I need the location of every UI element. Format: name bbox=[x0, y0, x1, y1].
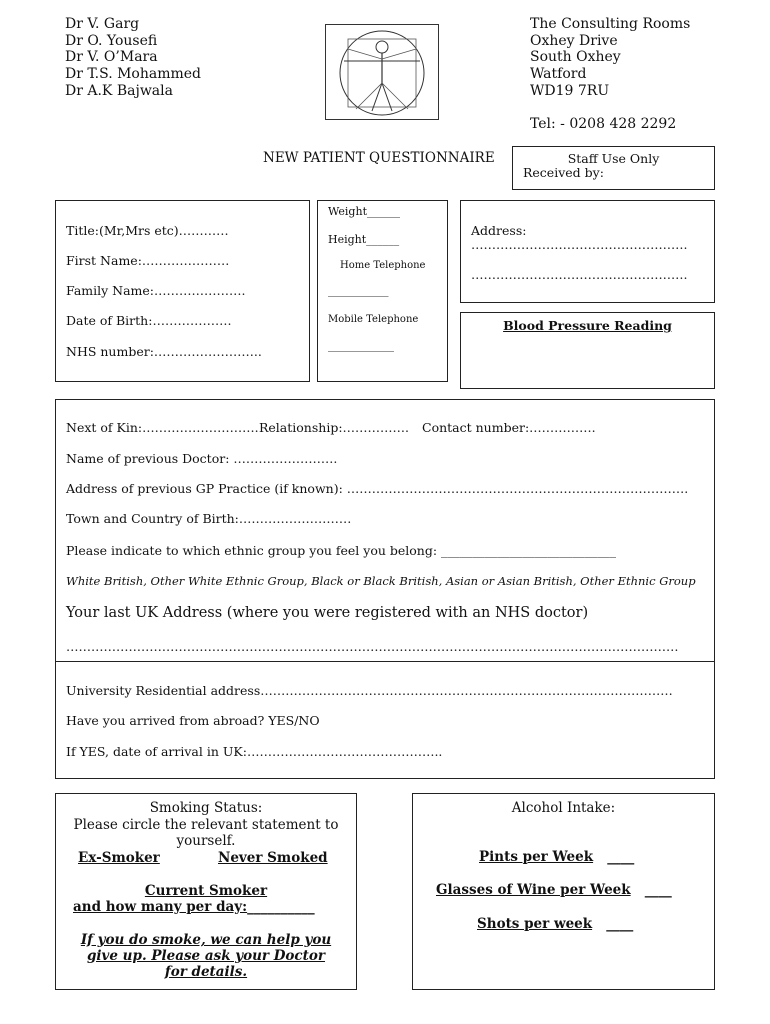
mobile-telephone-label: Mobile Telephone bbox=[328, 314, 419, 325]
shots-field[interactable]: ____ bbox=[606, 916, 634, 932]
staff-use-box bbox=[512, 146, 715, 190]
mobile-telephone-field[interactable]: ____________ bbox=[328, 339, 394, 352]
address-line-1[interactable]: ……………………………………………. bbox=[471, 237, 688, 252]
ethnic-group-options: White British, Other White Ethnic Group, Black or Black British, Asian or Asian British, Other Ethnic Group bbox=[66, 574, 696, 588]
nhs-number-field[interactable]: NHS number:…………………….. bbox=[66, 344, 262, 359]
section-divider bbox=[55, 661, 715, 662]
ex-smoker-option[interactable]: Ex-Smoker bbox=[78, 850, 160, 866]
doctor-name: Dr V. Garg bbox=[65, 16, 140, 32]
home-telephone-field[interactable]: ___________ bbox=[328, 284, 389, 297]
blood-pressure-box bbox=[460, 312, 715, 389]
wine-row bbox=[436, 882, 672, 898]
history-box bbox=[55, 399, 715, 779]
address-line: The Consulting Rooms bbox=[530, 16, 691, 32]
smoking-status-title: Smoking Status: bbox=[149, 800, 263, 816]
smoking-instruction: Please circle the relevant statement to bbox=[73, 817, 339, 833]
shots-label: Shots per week bbox=[477, 916, 593, 932]
doctor-name: Dr T.S. Mohammed bbox=[65, 66, 202, 83]
practice-telephone: Tel: - 0208 428 2292 bbox=[530, 116, 677, 132]
practice-address bbox=[530, 16, 690, 100]
pints-row bbox=[479, 849, 634, 865]
current-smoker-option[interactable]: Current Smoker bbox=[144, 883, 268, 899]
weight-field[interactable]: Weight______ bbox=[328, 205, 400, 218]
university-address-field[interactable]: University Residential address……………………………………………………………………………………… bbox=[66, 683, 673, 698]
measurements-box bbox=[317, 200, 448, 382]
smoking-help-text-2: give up. Please ask your Doctor bbox=[86, 948, 326, 964]
address-box bbox=[460, 200, 715, 303]
alcohol-intake-title: Alcohol Intake: bbox=[511, 800, 616, 816]
page-title: NEW PATIENT QUESTIONNAIRE bbox=[263, 150, 495, 166]
family-name-field[interactable]: Family Name:…………………. bbox=[66, 283, 246, 298]
address-line: Watford bbox=[530, 66, 587, 83]
smoking-help-text: If you do smoke, we can help you bbox=[80, 932, 332, 948]
received-by-label: Received by: bbox=[523, 165, 604, 180]
address-line-2[interactable]: ……………………………………………. bbox=[471, 267, 688, 282]
address-line: South Oxhey bbox=[530, 49, 621, 66]
first-name-field[interactable]: First Name:………………… bbox=[66, 253, 230, 268]
shots-row bbox=[477, 916, 633, 932]
doctor-name: Dr O. Yousefi bbox=[65, 32, 158, 49]
arrival-date-field[interactable]: If YES, date of arrival in UK:……………………………………….. bbox=[66, 744, 443, 759]
next-of-kin-field[interactable]: Next of Kin:………………………. bbox=[66, 420, 259, 435]
smoking-status-box bbox=[55, 793, 357, 990]
per-day-label: and how many per day: bbox=[73, 899, 248, 915]
arrived-from-abroad-field[interactable]: Have you arrived from abroad? YES/NO bbox=[66, 713, 320, 728]
address-label: Address: bbox=[471, 223, 527, 238]
address-line: Oxhey Drive bbox=[530, 32, 618, 49]
title-field[interactable]: Title:(Mr,Mrs etc)………… bbox=[66, 223, 229, 238]
wine-field[interactable]: ____ bbox=[644, 882, 672, 898]
smoking-instruction-cont: yourself. bbox=[176, 833, 236, 849]
staff-use-heading: Staff Use Only bbox=[567, 151, 660, 166]
ethnic-group-field[interactable]: Please indicate to which ethnic group you feel you belong: ____________________________ bbox=[66, 543, 617, 558]
birth-place-field[interactable]: Town and Country of Birth:……………………… bbox=[66, 511, 352, 526]
smoking-help-text-3: for details. bbox=[164, 964, 248, 980]
contact-number-field[interactable]: Contact number:……………. bbox=[422, 420, 596, 435]
pints-label: Pints per Week bbox=[479, 849, 594, 865]
never-smoked-option[interactable]: Never Smoked bbox=[218, 850, 328, 866]
alcohol-intake-box bbox=[412, 793, 715, 990]
doctor-name: Dr V. O’Mara bbox=[65, 49, 158, 66]
doctor-list bbox=[65, 16, 201, 100]
date-of-birth-field[interactable]: Date of Birth:………………. bbox=[66, 313, 232, 328]
pints-field[interactable]: ____ bbox=[607, 849, 635, 865]
height-field[interactable]: Height______ bbox=[328, 233, 400, 246]
per-day-field[interactable]: __________ bbox=[247, 899, 315, 915]
wine-label: Glasses of Wine per Week bbox=[436, 882, 631, 898]
last-uk-address-field[interactable]: ………………………………………………………………………………………………………………………………… bbox=[66, 639, 679, 654]
blood-pressure-label: Blood Pressure Reading bbox=[503, 318, 672, 333]
previous-gp-address-field[interactable]: Address of previous GP Practice (if known): ………………………………………………………………………. bbox=[66, 481, 689, 496]
per-day-row bbox=[73, 899, 315, 915]
last-uk-address-label: Your last UK Address (where you were registered with an NHS doctor) bbox=[66, 605, 589, 621]
vitruvian-man-logo bbox=[325, 24, 439, 120]
previous-doctor-field[interactable]: Name of previous Doctor: ……………………. bbox=[66, 451, 338, 466]
doctor-name: Dr A.K Bajwala bbox=[65, 82, 173, 99]
home-telephone-label: Home Telephone bbox=[340, 260, 426, 271]
relationship-field[interactable]: Relationship:……………. bbox=[259, 420, 410, 435]
personal-details-box bbox=[55, 200, 310, 382]
address-line: WD19 7RU bbox=[530, 82, 610, 99]
